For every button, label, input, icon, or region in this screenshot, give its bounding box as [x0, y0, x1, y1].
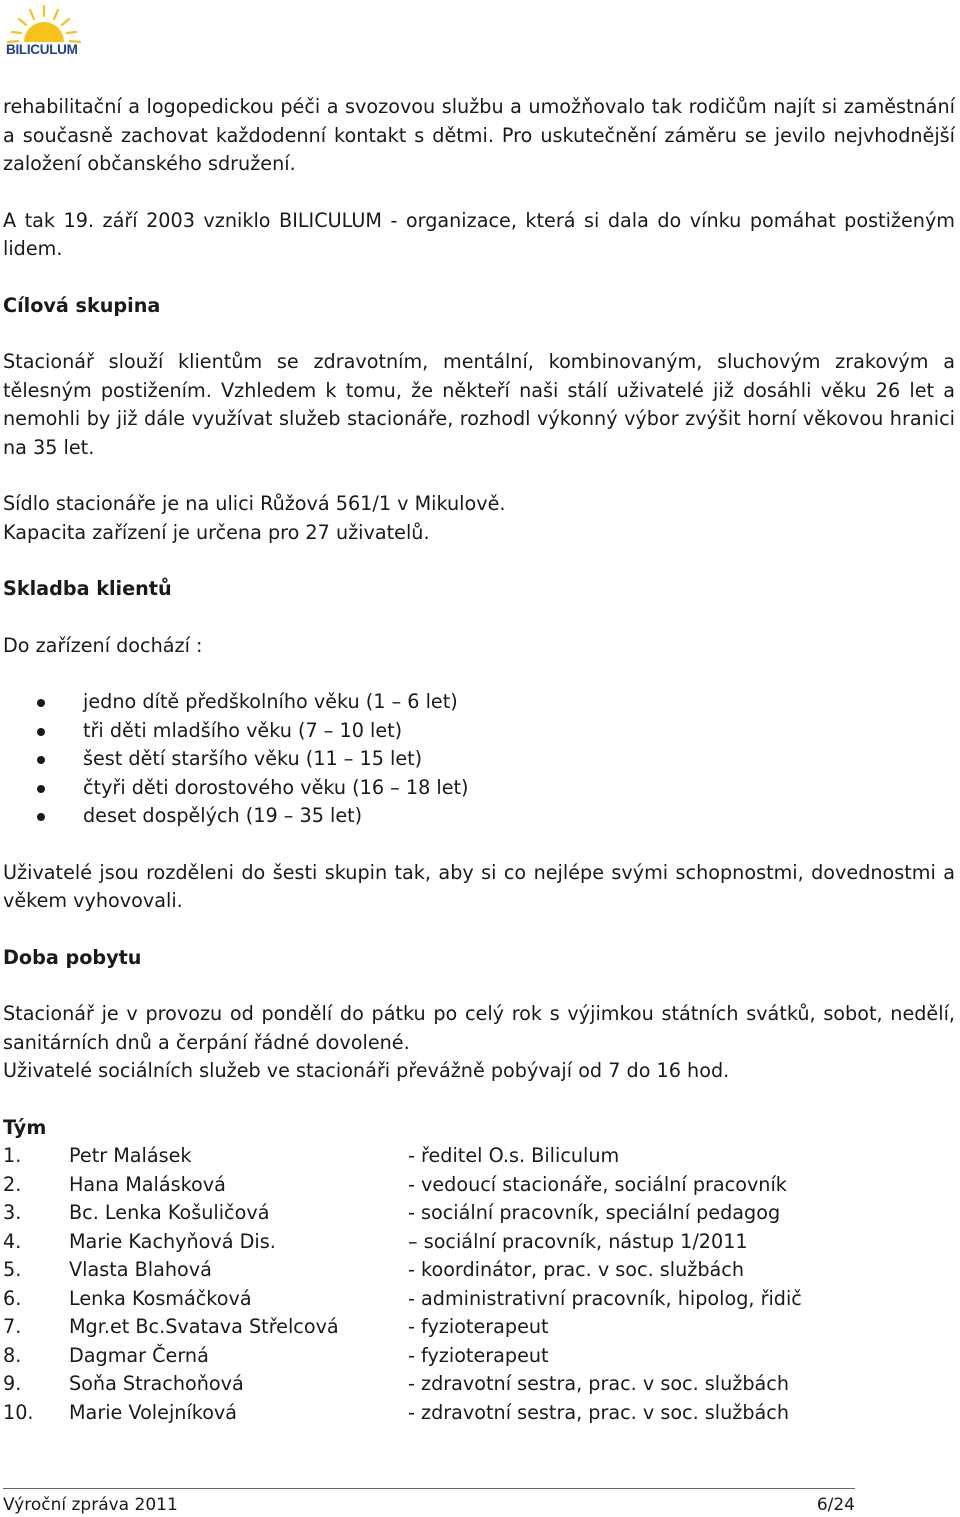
page-footer [3, 1488, 855, 1513]
bullet-icon [37, 728, 45, 736]
list-item: šest dětí staršího věku (11 – 15 let) [3, 745, 955, 774]
bullet-icon [37, 699, 45, 707]
heading-clients: Skladba klientů [3, 577, 172, 600]
heading-team: Tým [3, 1115, 47, 1139]
team-row: 3. Bc. Lenka Košuličová - sociální pracovník, speciální pedagog [3, 1201, 781, 1224]
stay-paragraph-2: Uživatelé sociálních služeb ve stacionáři převážně pobývají od 7 do 16 hod. [3, 1059, 730, 1082]
intro-paragraph-2: A tak 19. září 2003 vzniklo BILICULUM - organizace, která si dala do vínku pomáhat postiženým lidem. [3, 208, 955, 260]
team-row: 10. Marie Volejníková - zdravotní sestra, prac. v soc. službách [3, 1400, 790, 1424]
clients-list [3, 688, 955, 831]
team-row: 9. Soňa Strachoňová - zdravotní sestra, prac. v soc. službách [3, 1372, 790, 1395]
intro-paragraph-1: rehabilitační a logopedickou péči a svozovou službu a umožňovalo tak rodičům najít si zaměstnání a současně zachovat každodenní kontakt s dětmi. Pro uskutečnění záměru se jevilo nejvhodnější založení občanského sdružení. [3, 95, 955, 175]
heading-target-group: Cílová skupina [3, 293, 161, 317]
biliculum-logo [2, 2, 86, 64]
team-row: 4. Marie Kachyňová Dis. – sociální pracovník, nástup 1/2011 [3, 1229, 748, 1253]
list-item: jedno dítě předškolního věku (1 – 6 let) [3, 688, 955, 717]
list-item: deset dospělých (19 – 35 let) [3, 802, 955, 831]
team-row: 8. Dagmar Černá - fyzioterapeut [3, 1343, 549, 1367]
list-item: tři děti mladšího věku (7 – 10 let) [3, 717, 955, 746]
bullet-icon [37, 785, 45, 793]
team-row: 6. Lenka Kosmáčková - administrativní pracovník, hipolog, řidič [3, 1286, 802, 1310]
heading-stay: Doba pobytu [3, 945, 142, 969]
list-item: čtyři děti dorostového věku (16 – 18 let) [3, 774, 955, 803]
team-row: 1. Petr Malásek - ředitel O.s. Biliculum [3, 1144, 620, 1167]
clients-outro: Uživatelé jsou rozděleni do šesti skupin tak, aby si co nejlépe svými schopnostmi, dovednostmi a věkem vyhovovali. [3, 860, 955, 912]
target-group-paragraph: Stacionář slouží klientům se zdravotním, mentální, kombinovaným, sluchovým zrakovým a tělesným postižením. Vzhledem k tomu, že někteří naši stálí uživatelé již dosáhli věku 26 let a nemohli by již dále využívat služeb stacionáře, rozhodl výkonný výbor zvýšit horní věkovou hranici na 35 let. [3, 350, 955, 459]
page-number: 6/24 [816, 1495, 855, 1515]
capacity-text: Kapacita zařízení je určena pro 27 uživatelů. [3, 520, 430, 544]
team-row: 5. Vlasta Blahová - koordinátor, prac. v soc. službách [3, 1258, 744, 1281]
logo-text: BILICULUM [6, 42, 78, 57]
address-text: Sídlo stacionáře je na ulici Růžová 561/1 v Mikulově. [3, 492, 506, 515]
team-list [3, 1142, 955, 1427]
footer-title: Výroční zpráva 2011 [3, 1495, 178, 1515]
clients-lead: Do zařízení dochází : [3, 633, 203, 657]
team-row: 2. Hana Malásková - vedoucí stacionáře, sociální pracovník [3, 1172, 787, 1196]
stay-paragraph-1: Stacionář je v provozu od pondělí do pátku po celý rok s výjimkou státních svátků, sobot, nedělí, sanitárních dnů a čerpání řádné dovolené. [3, 1002, 955, 1054]
page-content [3, 93, 955, 1427]
team-row: 7. Mgr.et Bc.Svatava Střelcová - fyzioterapeut [3, 1315, 549, 1338]
bullet-icon [37, 756, 45, 764]
bullet-icon [37, 813, 45, 821]
